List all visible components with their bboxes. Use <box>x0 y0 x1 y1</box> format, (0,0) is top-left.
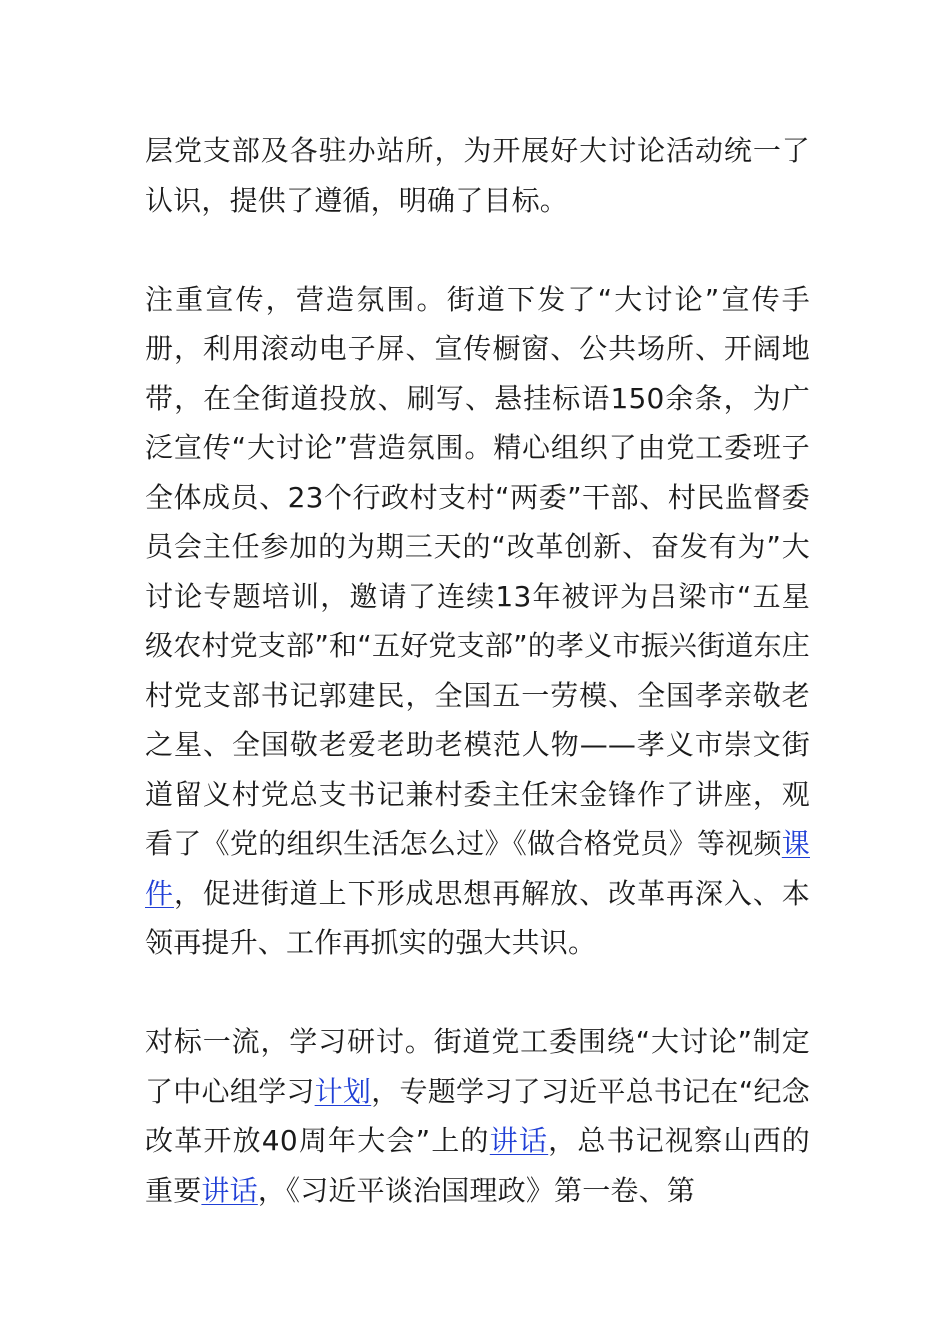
paragraph-text: 层党支部及各驻办站所，为开展好大讨论活动统一了认识，提供了遵循，明确了目标。 <box>145 134 810 217</box>
paragraph-text: ，专题学习了习近平总书记在“纪念改革开放40周年大会”上的 <box>145 1074 810 1157</box>
paragraph <box>145 1017 810 1215</box>
paragraph-text: 注重宣传，营造氛围。街道下发了“大讨论”宣传手册，利用滚动电子屏、宣传橱窗、公共场所、开阔地带，在全街道投放、刷写、悬挂标语150余条，为广泛宣传“大讨论”营造氛围。精心组织了由党工委班子全体成员、23个行政村支村“两委”干部、村民监督委员会主任参加的为期三天的“改革创新、奋发有为”大讨论专题培训，邀请了连续13年被评为吕梁市“五星级农村党支部”和“五好党支部”的孝义市振兴街道东庄村党支部书记郭建民，全国五一劳模、全国孝亲敬老之星、全国敬老爱老助老模范人物——孝义市崇文街道留义村党总支书记兼村委主任宋金锋作了讲座，观看了《党的组织生活怎么过》《做合格党员》等视频 <box>145 282 810 860</box>
paragraph-text: ，总书记视察山西的重要 <box>145 1124 810 1207</box>
inline-link[interactable]: 讲话 <box>489 1124 549 1157</box>
paragraph-text: ，促进街道上下形成思想再解放、改革再深入、本领再提升、工作再抓实的强大共识。 <box>145 876 811 959</box>
paragraph-text: 对标一流，学习研讨。街道党工委围绕“大讨论”制定了中心组学习 <box>145 1025 810 1108</box>
document-page <box>145 126 810 1215</box>
paragraph <box>145 275 810 968</box>
paragraph-text: ，《习近平谈治国理政》第一卷、第 <box>257 1173 696 1207</box>
inline-link[interactable]: 讲话 <box>201 1173 258 1207</box>
paragraph <box>145 126 810 225</box>
inline-link[interactable]: 课件 <box>145 827 810 910</box>
inline-link[interactable]: 计划 <box>314 1074 372 1108</box>
